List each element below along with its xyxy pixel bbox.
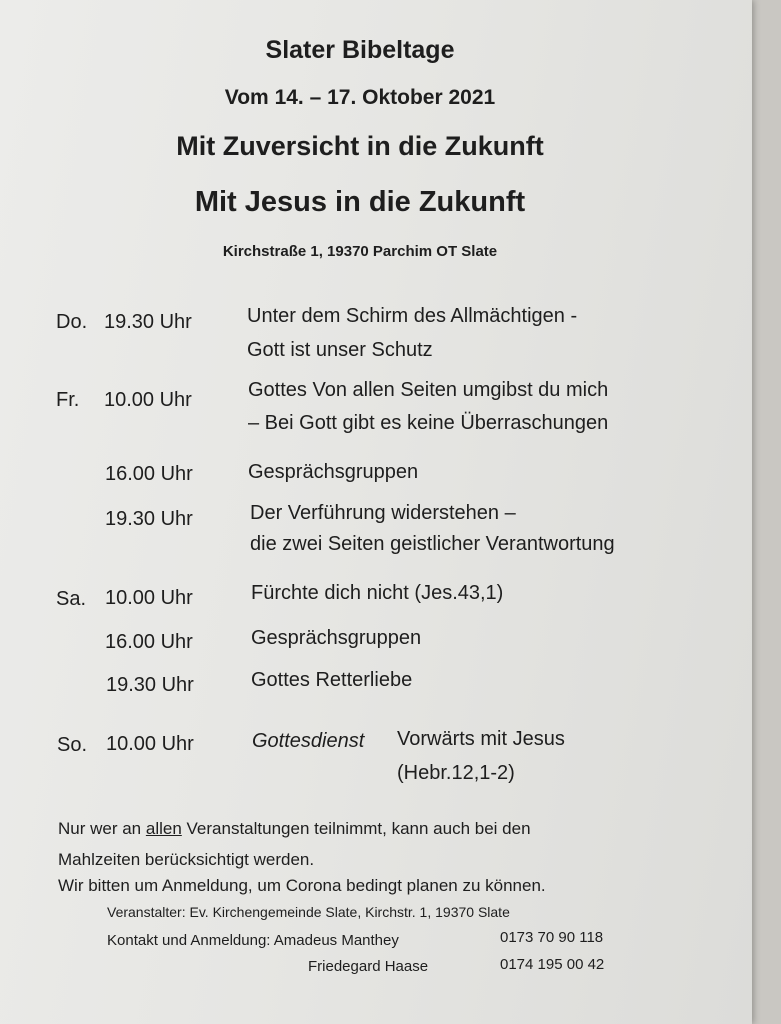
time-slot: 16.00 Uhr	[105, 463, 193, 485]
day-label: Do.	[56, 311, 88, 333]
note-line-1	[58, 819, 531, 839]
note-line-3: Wir bitten um Anmeldung, um Corona bedingt planen zu können.	[58, 876, 546, 895]
phone-number: 0174 195 00 42	[500, 956, 605, 973]
time-slot: 10.00 Uhr	[105, 587, 193, 609]
session-title: Fürchte dich nicht (Jes.43,1)	[251, 582, 504, 604]
day-label: Sa.	[56, 588, 87, 610]
time-slot: 19.30 Uhr	[104, 311, 192, 333]
time-slot: 10.00 Uhr	[106, 733, 194, 755]
motto-line-2: Mit Jesus in die Zukunft	[194, 186, 526, 218]
day-label: Fr.	[56, 389, 80, 411]
note-text: Nur wer an	[58, 819, 146, 838]
time-slot: 19.30 Uhr	[105, 508, 193, 530]
contact-name: Friedegard Haase	[308, 958, 429, 975]
session-title-cont: – Bei Gott gibt es keine Überraschungen	[248, 412, 609, 434]
day-label: So.	[57, 734, 88, 756]
session-title: Gottes Retterliebe	[251, 669, 413, 691]
event-dates: Vom 14. – 17. Oktober 2021	[224, 86, 496, 109]
session-title-cont: Gott ist unser Schutz	[247, 339, 433, 361]
contact-label: Kontakt und Anmeldung: Amadeus Manthey	[107, 932, 399, 949]
note-line-2: Mahlzeiten berücksichtigt werden.	[58, 850, 315, 869]
session-title: Gottes Von allen Seiten umgibst du mich	[248, 379, 609, 401]
session-title: Gesprächsgruppen	[248, 461, 419, 483]
session-title: Der Verführung widerstehen –	[250, 502, 516, 524]
session-title: Unter dem Schirm des Allmächtigen -	[247, 305, 578, 327]
event-address: Kirchstraße 1, 19370 Parchim OT Slate	[222, 243, 498, 260]
session-title-cont: die zwei Seiten geistlicher Verantwortung	[250, 533, 615, 555]
session-title-cont: (Hebr.12,1-2)	[397, 762, 515, 784]
event-title: Slater Bibeltage	[265, 36, 455, 64]
motto-line-1: Mit Zuversicht in die Zukunft	[176, 131, 544, 161]
note-emphasis: allen	[145, 819, 182, 838]
organizer-line: Veranstalter: Ev. Kirchengemeinde Slate, Kirchstr. 1, 19370 Slate	[107, 904, 510, 920]
time-slot: 10.00 Uhr	[104, 389, 192, 411]
time-slot: 16.00 Uhr	[105, 631, 193, 653]
phone-number: 0173 70 90 118	[500, 929, 604, 946]
time-slot: 19.30 Uhr	[106, 674, 194, 696]
service-label: Gottesdienst	[252, 730, 365, 752]
session-title: Vorwärts mit Jesus	[397, 728, 565, 750]
session-title: Gesprächsgruppen	[251, 627, 422, 649]
note-text: Veranstaltungen teilnimmt, kann auch bei den	[181, 819, 531, 838]
